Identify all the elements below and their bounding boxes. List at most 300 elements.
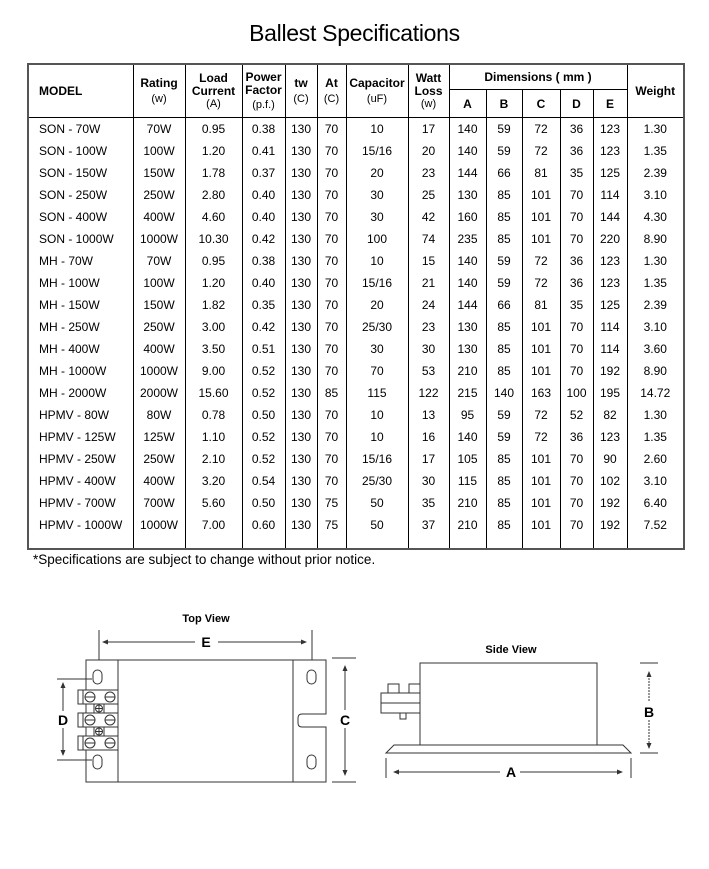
header-dim-e: E [593,90,627,118]
cell-dim-d: 70 [560,492,593,514]
cell-dim-c: 101 [522,206,560,228]
label-d: D [57,712,69,728]
cell-power-factor: 0.40 [242,184,285,206]
cell-capacitor: 115 [346,382,408,404]
cell-dim-d: 70 [560,206,593,228]
cell-dim-e: 125 [593,162,627,184]
cell-dim-e: 192 [593,492,627,514]
cell-rating: 125W [133,426,185,448]
cell-power-factor: 0.50 [242,404,285,426]
cell-dim-e: 114 [593,184,627,206]
cell-tw: 130 [285,140,317,162]
cell-rating: 70W [133,118,185,141]
cell-dim-b: 85 [486,448,522,470]
cell-capacitor: 25/30 [346,316,408,338]
cell-weight: 4.30 [627,206,684,228]
cell-dim-e: 123 [593,118,627,141]
cell-at: 70 [317,426,346,448]
cell-dim-a: 160 [449,206,486,228]
cell-dim-e: 195 [593,382,627,404]
cell-load-current: 15.60 [185,382,242,404]
arrow-icon [301,640,307,645]
cell-power-factor: 0.52 [242,426,285,448]
cell-power-factor: 0.35 [242,294,285,316]
cell-watt-loss: 21 [408,272,449,294]
cell-watt-loss: 23 [408,162,449,184]
header-load-current [185,64,242,118]
cell-model: HPMV - 400W [28,470,133,492]
cell-power-factor: 0.38 [242,250,285,272]
header-capacitor [346,64,408,118]
cell-weight: 1.35 [627,426,684,448]
cell-rating: 250W [133,448,185,470]
arrow-icon [647,743,652,749]
cell-model: MH - 1000W [28,360,133,382]
dimension-e [102,634,307,650]
cell-dim-d: 35 [560,162,593,184]
cell-power-factor: 0.52 [242,360,285,382]
cell-load-current: 1.10 [185,426,242,448]
cell-dim-e: 123 [593,272,627,294]
cell-dim-e: 102 [593,470,627,492]
cell-watt-loss: 13 [408,404,449,426]
cell-load-current: 3.50 [185,338,242,360]
cell-at: 70 [317,250,346,272]
cell-watt-loss: 24 [408,294,449,316]
cell-dim-d: 70 [560,228,593,250]
table-row [28,360,684,382]
cell-capacitor: 25/30 [346,470,408,492]
table-row [28,140,684,162]
table-row [28,272,684,294]
cell-watt-loss: 74 [408,228,449,250]
side-view-diagram [370,630,670,790]
table-row [28,514,684,549]
cell-dim-d: 100 [560,382,593,404]
table-row [28,492,684,514]
header-watt-loss-label2: Loss [414,84,443,98]
cell-dim-c: 72 [522,272,560,294]
header-dim-d: D [560,90,593,118]
cell-dim-a: 140 [449,250,486,272]
cell-dim-a: 115 [449,470,486,492]
cell-tw: 130 [285,228,317,250]
cell-tw: 130 [285,294,317,316]
cell-model: MH - 400W [28,338,133,360]
cell-dim-c: 101 [522,470,560,492]
cell-dim-e: 192 [593,514,627,549]
cell-dim-a: 140 [449,272,486,294]
dimension-c [332,658,356,782]
cell-dim-a: 144 [449,162,486,184]
cell-load-current: 9.00 [185,360,242,382]
cell-dim-d: 35 [560,294,593,316]
cell-dim-a: 144 [449,294,486,316]
cell-dim-d: 70 [560,470,593,492]
cell-load-current: 1.20 [185,140,242,162]
cell-model: HPMV - 250W [28,448,133,470]
cell-at: 70 [317,360,346,382]
table-row [28,448,684,470]
table-row [28,162,684,184]
cell-rating: 150W [133,162,185,184]
header-weight: Weight [627,64,684,118]
cell-at: 70 [317,162,346,184]
table-row [28,426,684,448]
cell-watt-loss: 17 [408,448,449,470]
cell-tw: 130 [285,272,317,294]
top-view-title: Top View [182,613,230,625]
cell-dim-c: 72 [522,426,560,448]
side-view-title: Side View [485,644,537,656]
cell-power-factor: 0.52 [242,382,285,404]
cell-load-current: 3.00 [185,316,242,338]
cell-rating: 250W [133,316,185,338]
cell-weight: 7.52 [627,514,684,549]
page-title: Ballest Specifications [249,20,460,46]
cell-model: SON - 1000W [28,228,133,250]
cell-dim-d: 36 [560,426,593,448]
cell-power-factor: 0.52 [242,448,285,470]
cell-at: 70 [317,118,346,141]
cell-dim-b: 85 [486,228,522,250]
cell-dim-b: 85 [486,338,522,360]
cell-model: HPMV - 1000W [28,514,133,549]
cell-capacitor: 20 [346,162,408,184]
ballast-base [386,745,631,753]
header-power-factor-label2: Factor [245,83,282,97]
cell-model: SON - 150W [28,162,133,184]
cell-dim-d: 70 [560,338,593,360]
cell-dim-c: 72 [522,118,560,141]
terminal-block-side [381,684,420,719]
cell-dim-a: 235 [449,228,486,250]
cell-at: 70 [317,140,346,162]
cell-tw: 130 [285,470,317,492]
cell-capacitor: 70 [346,360,408,382]
cell-weight: 1.35 [627,140,684,162]
cell-weight: 8.90 [627,360,684,382]
dimension-b [640,663,658,753]
cell-dim-a: 140 [449,140,486,162]
ballast-body [420,663,597,745]
cell-power-factor: 0.54 [242,470,285,492]
cell-weight: 6.40 [627,492,684,514]
cell-dim-d: 70 [560,448,593,470]
table-row [28,338,684,360]
cell-dim-e: 192 [593,360,627,382]
cell-dim-e: 125 [593,294,627,316]
cell-dim-b: 59 [486,426,522,448]
cell-dim-e: 123 [593,426,627,448]
cell-weight: 14.72 [627,382,684,404]
top-view-diagram [30,600,370,800]
header-at-label: At [325,76,338,90]
cell-watt-loss: 30 [408,470,449,492]
header-at [317,64,346,118]
cell-power-factor: 0.50 [242,492,285,514]
header-dim-a: A [449,90,486,118]
header-power-factor [242,64,285,118]
cell-at: 70 [317,316,346,338]
header-watt-loss [408,64,449,118]
cell-load-current: 5.60 [185,492,242,514]
cell-load-current: 2.80 [185,184,242,206]
cell-watt-loss: 15 [408,250,449,272]
cell-weight: 2.39 [627,294,684,316]
cell-watt-loss: 25 [408,184,449,206]
cell-load-current: 0.95 [185,118,242,141]
cell-capacitor: 15/16 [346,448,408,470]
cell-weight: 2.60 [627,448,684,470]
table-row [28,382,684,404]
cell-power-factor: 0.60 [242,514,285,549]
cell-tw: 130 [285,338,317,360]
cell-dim-b: 66 [486,162,522,184]
cell-tw: 130 [285,316,317,338]
cell-model: HPMV - 125W [28,426,133,448]
cell-model: SON - 70W [28,118,133,141]
cell-at: 70 [317,206,346,228]
cell-dim-b: 85 [486,360,522,382]
cell-watt-loss: 20 [408,140,449,162]
cell-load-current: 2.10 [185,448,242,470]
cell-dim-a: 130 [449,316,486,338]
cell-rating: 1000W [133,360,185,382]
cell-at: 70 [317,228,346,250]
cell-dim-e: 82 [593,404,627,426]
cell-dim-a: 210 [449,360,486,382]
cell-dim-b: 66 [486,294,522,316]
dimension-a [386,758,631,780]
cell-rating: 400W [133,206,185,228]
cell-dim-b: 59 [486,118,522,141]
cell-dim-c: 101 [522,228,560,250]
cell-watt-loss: 23 [408,316,449,338]
label-b: B [643,704,655,720]
cell-weight: 3.10 [627,470,684,492]
cell-at: 75 [317,514,346,549]
cell-at: 75 [317,492,346,514]
header-power-factor-unit: (p.f.) [252,99,275,111]
cell-at: 70 [317,338,346,360]
header-rating-label: Rating [140,76,178,90]
cell-rating: 2000W [133,382,185,404]
cell-weight: 2.39 [627,162,684,184]
cell-dim-a: 105 [449,448,486,470]
cell-dim-e: 123 [593,140,627,162]
cell-dim-c: 72 [522,250,560,272]
cell-dim-e: 90 [593,448,627,470]
header-watt-loss-unit: (w) [420,98,437,110]
cell-tw: 130 [285,360,317,382]
cell-dim-d: 70 [560,360,593,382]
table-row [28,118,684,141]
cell-capacitor: 50 [346,514,408,549]
cell-dim-d: 70 [560,514,593,549]
arrow-icon [617,770,623,775]
cell-tw: 130 [285,162,317,184]
header-load-current-unit: (A) [206,98,221,110]
cell-dim-a: 140 [449,118,486,141]
cell-dim-c: 72 [522,404,560,426]
cell-dim-d: 52 [560,404,593,426]
cell-model: SON - 250W [28,184,133,206]
cell-tw: 130 [285,206,317,228]
cell-dim-b: 140 [486,382,522,404]
cell-dim-b: 85 [486,470,522,492]
cell-power-factor: 0.37 [242,162,285,184]
cell-dim-a: 95 [449,404,486,426]
header-rating [133,64,185,118]
cell-at: 70 [317,294,346,316]
cell-load-current: 1.78 [185,162,242,184]
cell-model: MH - 250W [28,316,133,338]
terminal-block [78,690,118,750]
cell-power-factor: 0.42 [242,228,285,250]
cell-rating: 100W [133,140,185,162]
cell-dim-c: 101 [522,360,560,382]
cell-rating: 1000W [133,514,185,549]
cell-power-factor: 0.40 [242,272,285,294]
cell-capacitor: 20 [346,294,408,316]
table-body [28,118,684,550]
header-load-current-label2: Current [191,84,236,98]
ballast-plate [86,660,326,782]
label-c: C [339,712,351,728]
header-dimensions: Dimensions ( mm ) [449,64,627,90]
cell-dim-c: 101 [522,316,560,338]
header-capacitor-unit: (uF) [366,93,388,105]
cell-rating: 250W [133,184,185,206]
cell-dim-b: 59 [486,272,522,294]
header-dim-c: C [522,90,560,118]
table-row [28,316,684,338]
cell-weight: 1.35 [627,272,684,294]
cell-dim-d: 36 [560,272,593,294]
cell-dim-c: 163 [522,382,560,404]
cell-dim-d: 36 [560,118,593,141]
cell-at: 70 [317,184,346,206]
cell-dim-b: 85 [486,492,522,514]
header-dim-b: B [486,90,522,118]
table-row [28,250,684,272]
cell-dim-c: 101 [522,514,560,549]
cell-dim-d: 70 [560,316,593,338]
table-row [28,184,684,206]
cell-load-current: 1.82 [185,294,242,316]
cell-capacitor: 10 [346,118,408,141]
arrow-icon [343,770,348,776]
cell-rating: 400W [133,470,185,492]
footnote: *Specifications are subject to change without prior notice. [33,552,376,567]
cell-tw: 130 [285,118,317,141]
cell-load-current: 4.60 [185,206,242,228]
cell-dim-c: 101 [522,184,560,206]
cell-tw: 130 [285,514,317,549]
cell-dim-a: 130 [449,338,486,360]
cell-dim-d: 70 [560,184,593,206]
header-tw-label: tw [294,76,308,90]
cell-tw: 130 [285,382,317,404]
cell-load-current: 0.78 [185,404,242,426]
cell-model: MH - 150W [28,294,133,316]
cell-capacitor: 30 [346,338,408,360]
cell-capacitor: 30 [346,184,408,206]
cell-dim-a: 210 [449,514,486,549]
cell-dim-c: 101 [522,448,560,470]
cell-dim-c: 101 [522,492,560,514]
cell-rating: 700W [133,492,185,514]
cell-at: 70 [317,404,346,426]
cell-capacitor: 50 [346,492,408,514]
cell-weight: 3.10 [627,316,684,338]
cell-load-current: 3.20 [185,470,242,492]
cell-power-factor: 0.38 [242,118,285,141]
arrow-icon [61,750,66,756]
cell-load-current: 7.00 [185,514,242,549]
cell-dim-b: 59 [486,140,522,162]
cell-watt-loss: 16 [408,426,449,448]
cell-weight: 1.30 [627,250,684,272]
cell-power-factor: 0.41 [242,140,285,162]
table-row [28,206,684,228]
cell-dim-e: 123 [593,250,627,272]
cell-at: 70 [317,272,346,294]
arrow-icon [343,665,348,671]
cell-capacitor: 10 [346,250,408,272]
cell-at: 85 [317,382,346,404]
arrow-icon [102,640,108,645]
cell-dim-e: 114 [593,338,627,360]
cell-tw: 130 [285,448,317,470]
cell-capacitor: 15/16 [346,140,408,162]
header-tw-unit: (C) [293,93,309,105]
cell-dim-e: 220 [593,228,627,250]
cell-dim-e: 114 [593,316,627,338]
cell-load-current: 1.20 [185,272,242,294]
cell-dim-b: 85 [486,316,522,338]
cell-tw: 130 [285,426,317,448]
cell-dim-d: 36 [560,140,593,162]
cell-rating: 100W [133,272,185,294]
cell-model: HPMV - 80W [28,404,133,426]
cell-watt-loss: 17 [408,118,449,141]
cell-dim-b: 59 [486,250,522,272]
header-rating-unit: (w) [151,93,167,105]
cell-power-factor: 0.42 [242,316,285,338]
cell-weight: 8.90 [627,228,684,250]
cell-watt-loss: 37 [408,514,449,549]
header-model: MODEL [28,64,133,118]
cell-dim-b: 85 [486,514,522,549]
cell-dim-c: 81 [522,162,560,184]
table-row [28,470,684,492]
cell-watt-loss: 30 [408,338,449,360]
cell-watt-loss: 122 [408,382,449,404]
cell-model: MH - 70W [28,250,133,272]
cell-tw: 130 [285,404,317,426]
arrow-icon [61,682,66,688]
cell-weight: 3.60 [627,338,684,360]
cell-capacitor: 10 [346,426,408,448]
cell-at: 70 [317,448,346,470]
cell-dim-a: 140 [449,426,486,448]
cell-weight: 3.10 [627,184,684,206]
specifications-table [27,63,685,550]
header-load-current-label1: Load [199,71,228,85]
cell-capacitor: 15/16 [346,272,408,294]
